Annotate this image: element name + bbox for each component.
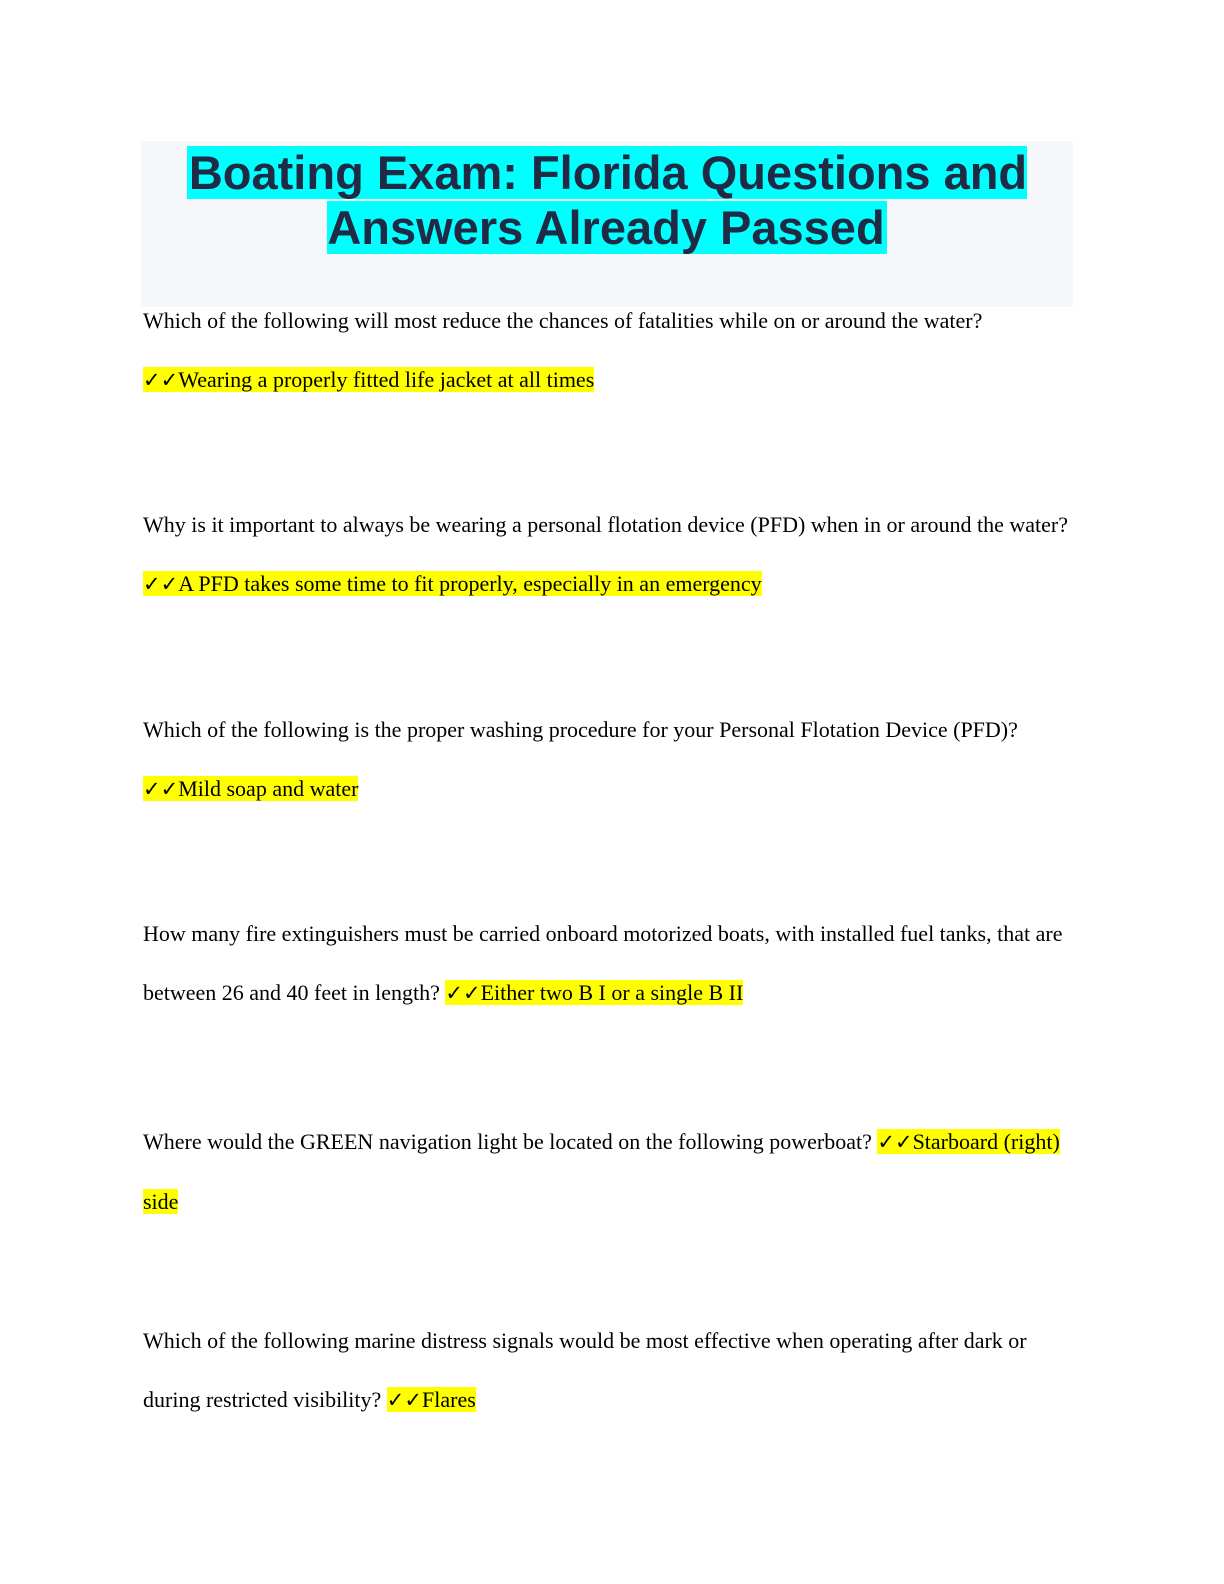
title-text: Boating Exam: Florida Questions and Answers Already Passed — [188, 146, 1028, 254]
qa-item-5 — [143, 1112, 1078, 1231]
qa-item-4 — [143, 904, 1078, 1023]
double-check-icon: ✓✓ — [143, 572, 179, 596]
answer-text: A PFD takes some time to fit properly, especially in an emergency — [178, 571, 762, 596]
double-check-icon: ✓✓ — [143, 368, 179, 392]
answer-highlight — [143, 776, 358, 801]
answer-highlight — [143, 367, 594, 392]
answer-text: Wearing a properly fitted life jacket at all times — [178, 367, 595, 392]
qa-item-6 — [143, 1311, 1078, 1430]
double-check-icon: ✓✓ — [143, 777, 179, 801]
answer-text: Flares — [422, 1387, 476, 1412]
question-text: How many fire extinguishers must be carried onboard motorized boats, with installed fuel tanks, that are between 26 and 40 feet in length? — [143, 921, 1063, 1005]
title-banner — [141, 141, 1073, 307]
answer-text: Either two B I or a single B II — [480, 980, 744, 1005]
double-check-icon: ✓✓ — [386, 1388, 422, 1412]
double-check-icon: ✓✓ — [445, 981, 481, 1005]
qa-item-3 — [143, 700, 1078, 819]
question-text: Which of the following marine distress signals would be most effective when operating after dark or during restricted visibility? — [143, 1328, 1027, 1412]
answer-text: Mild soap and water — [178, 776, 359, 801]
answer-highlight — [387, 1387, 476, 1412]
document-title — [141, 141, 1073, 255]
answer-highlight — [445, 980, 743, 1005]
qa-item-2 — [143, 495, 1078, 614]
answer-highlight — [143, 571, 762, 596]
question-text: Which of the following will most reduce the chances of fatalities while on or around the water? — [143, 308, 983, 333]
question-text: Which of the following is the proper washing procedure for your Personal Flotation Device (PFD)? — [143, 717, 1018, 742]
question-text: Where would the GREEN navigation light be located on the following powerboat? — [143, 1129, 872, 1154]
double-check-icon: ✓✓ — [877, 1130, 913, 1154]
question-text: Why is it important to always be wearing a personal flotation device (PFD) when in or around the water? — [143, 512, 1068, 537]
qa-item-1 — [143, 291, 1078, 410]
answer-text: Starboard (right) side — [143, 1129, 1060, 1214]
